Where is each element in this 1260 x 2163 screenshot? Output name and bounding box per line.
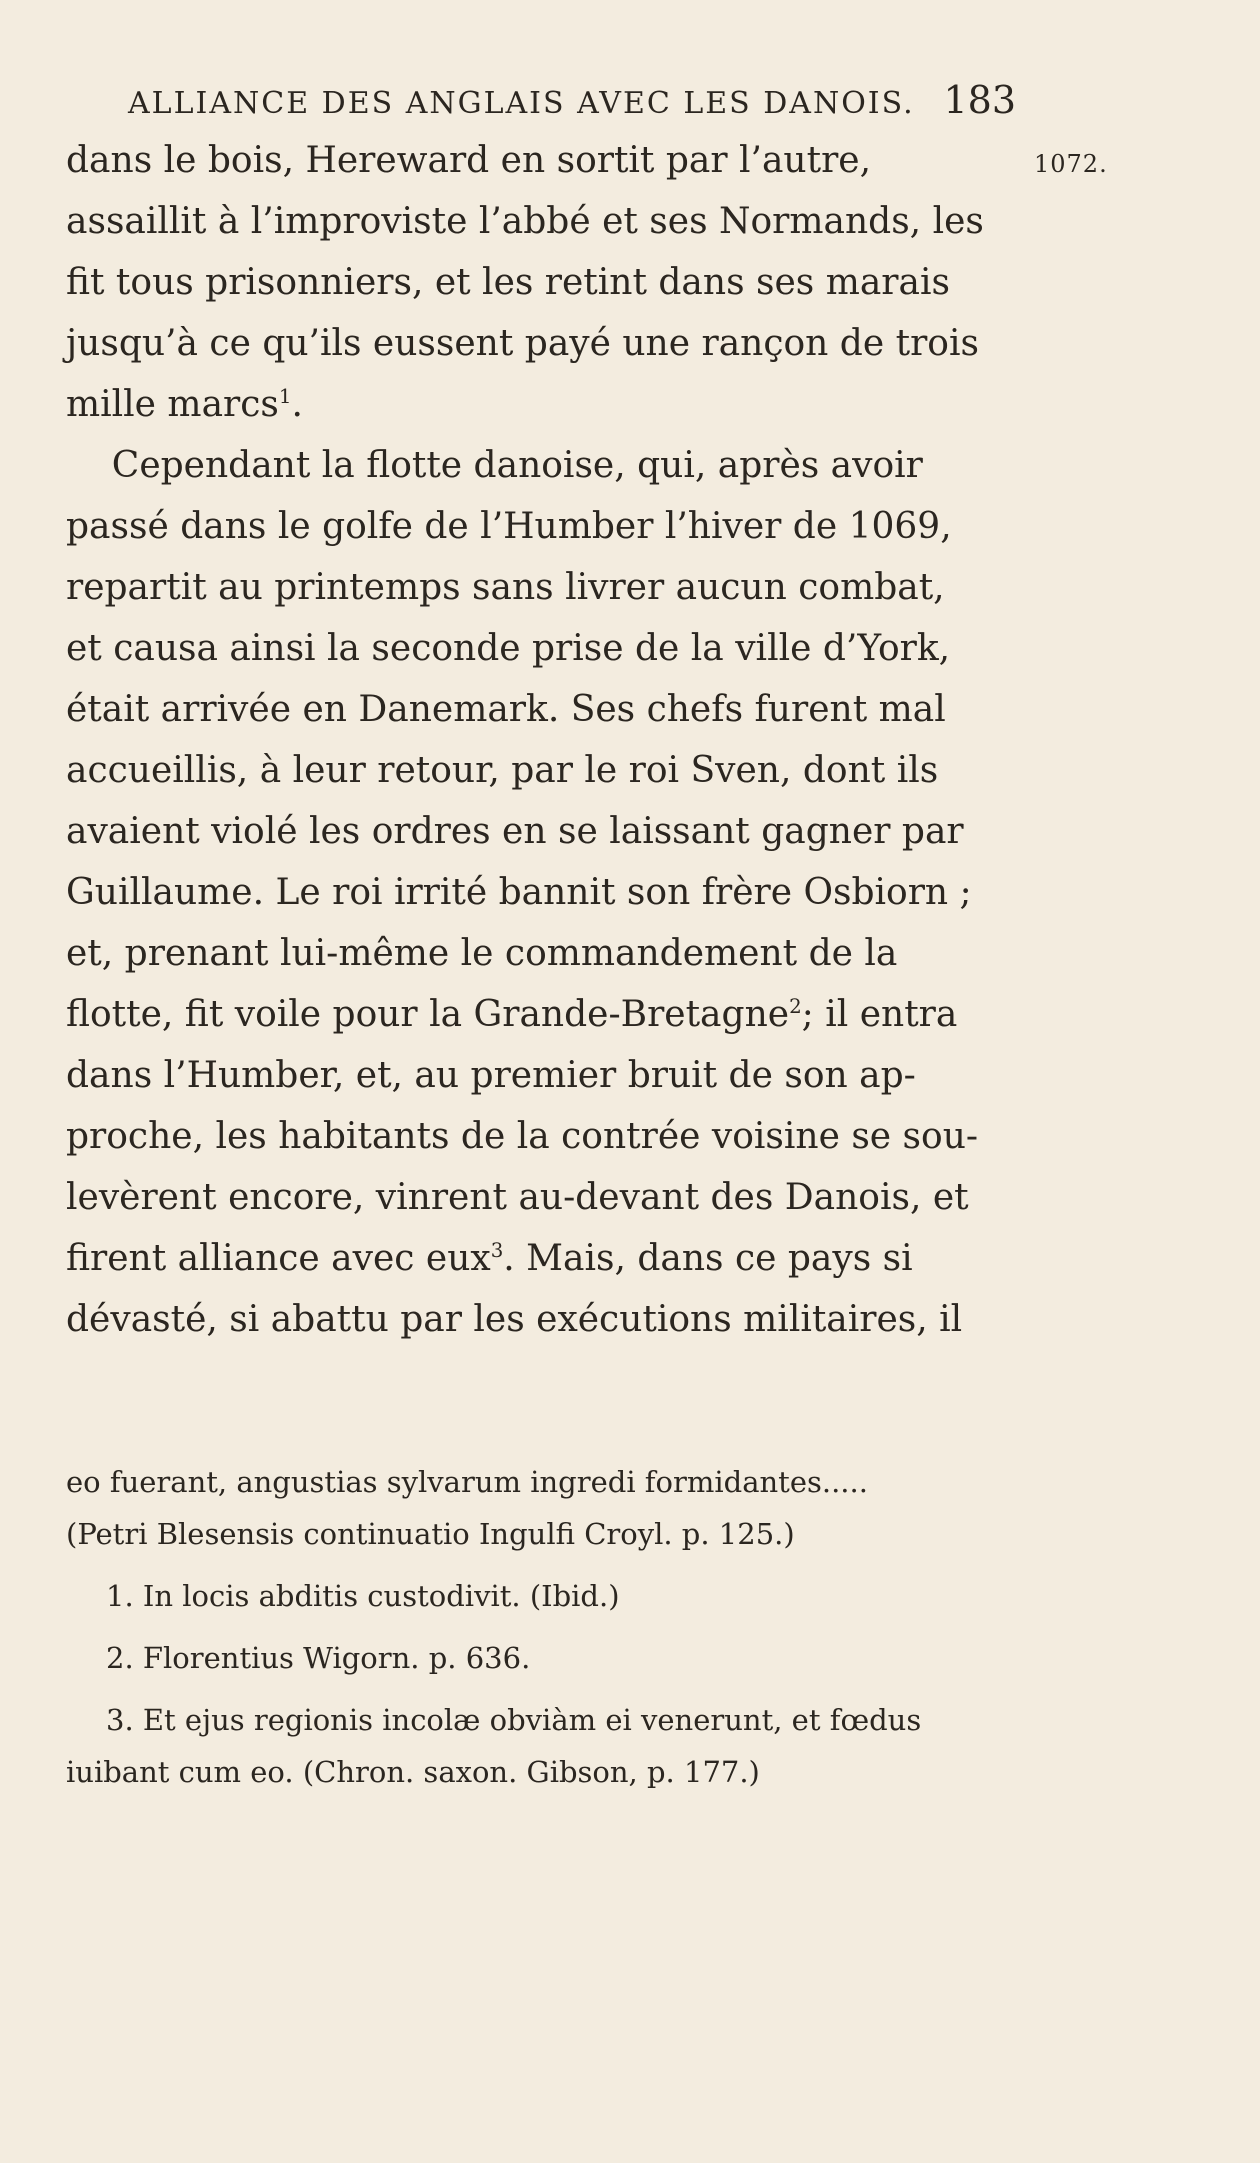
footnote-3: 3. Et ejus regionis incolæ obviàm ei venerunt, et fœdus <box>106 1703 922 1737</box>
text-line: jusqu’à ce qu’ils eussent payé une rançon de trois <box>66 323 979 364</box>
text-line-part: mille marcs <box>66 384 279 425</box>
margin-year-note: 1072. <box>1034 150 1108 178</box>
footnote-ref-3: 3 <box>490 1239 504 1262</box>
text-line: passé dans le golfe de l’Humber l’hiver de 1069, <box>66 506 952 547</box>
paragraph-start: Cependant la flotte danoise, qui, après avoir <box>111 445 923 486</box>
text-line: levèrent encore, vinrent au-devant des Danois, et <box>66 1177 969 1218</box>
text-line-part: ; il entra <box>801 994 958 1035</box>
text-line-part: flotte, fit voile pour la Grande-Bretagne <box>66 994 790 1035</box>
text-line: dans le bois, Hereward en sortit par l’autre, <box>66 140 872 181</box>
footnotes <box>66 1456 1018 1798</box>
footnote-1: 1. In locis abditis custodivit. (Ibid.) <box>106 1579 620 1613</box>
text-line <box>66 984 1018 1045</box>
text-line: accueillis, à leur retour, par le roi Sven, dont ils <box>66 750 939 791</box>
running-head: ALLIANCE DES ANGLAIS AVEC LES DANOIS. <box>128 86 915 121</box>
text-line: et, prenant lui-même le commandement de la <box>66 933 898 974</box>
text-line: assaillit à l’improviste l’abbé et ses Normands, les <box>66 201 984 242</box>
text-line-part: . <box>291 384 303 425</box>
text-line <box>66 374 1018 435</box>
text-line: proche, les habitants de la contrée voisine se sou- <box>66 1116 979 1157</box>
text-line: dans l’Humber, et, au premier bruit de son ap- <box>66 1055 916 1096</box>
footnote-2: 2. Florentius Wigorn. p. 636. <box>106 1641 531 1675</box>
main-text <box>66 130 1018 1350</box>
footnote-continuation-line: eo fuerant, angustias sylvarum ingredi formidantes..... <box>66 1465 868 1499</box>
text-line: était arrivée en Danemark. Ses chefs furent mal <box>66 689 946 730</box>
footnote-ref-2: 2 <box>789 995 802 1018</box>
text-line-part: firent alliance avec eux <box>66 1238 491 1279</box>
footnote-ref-1: 1 <box>278 385 292 408</box>
text-line: et causa ainsi la seconde prise de la ville d’York, <box>66 628 951 669</box>
footnote-continuation-line: (Petri Blesensis continuatio Ingulfi Croyl. p. 125.) <box>66 1517 795 1551</box>
footnote-3-continuation: iuibant cum eo. (Chron. saxon. Gibson, p. 177.) <box>66 1755 760 1789</box>
text-line-part: . Mais, dans ce pays si <box>503 1238 913 1279</box>
text-line <box>66 1228 1018 1289</box>
text-line: avaient violé les ordres en se laissant gagner par <box>66 811 964 852</box>
page-header <box>128 78 1016 122</box>
page-number: 183 <box>943 78 1016 122</box>
text-line <box>66 435 1018 496</box>
text-line: dévasté, si abattu par les exécutions militaires, il <box>66 1299 963 1340</box>
text-line: Guillaume. Le roi irrité bannit son frère Osbiorn ; <box>66 872 972 913</box>
text-line: fit tous prisonniers, et les retint dans ses marais <box>66 262 950 303</box>
text-line: repartit au printemps sans livrer aucun combat, <box>66 567 945 608</box>
